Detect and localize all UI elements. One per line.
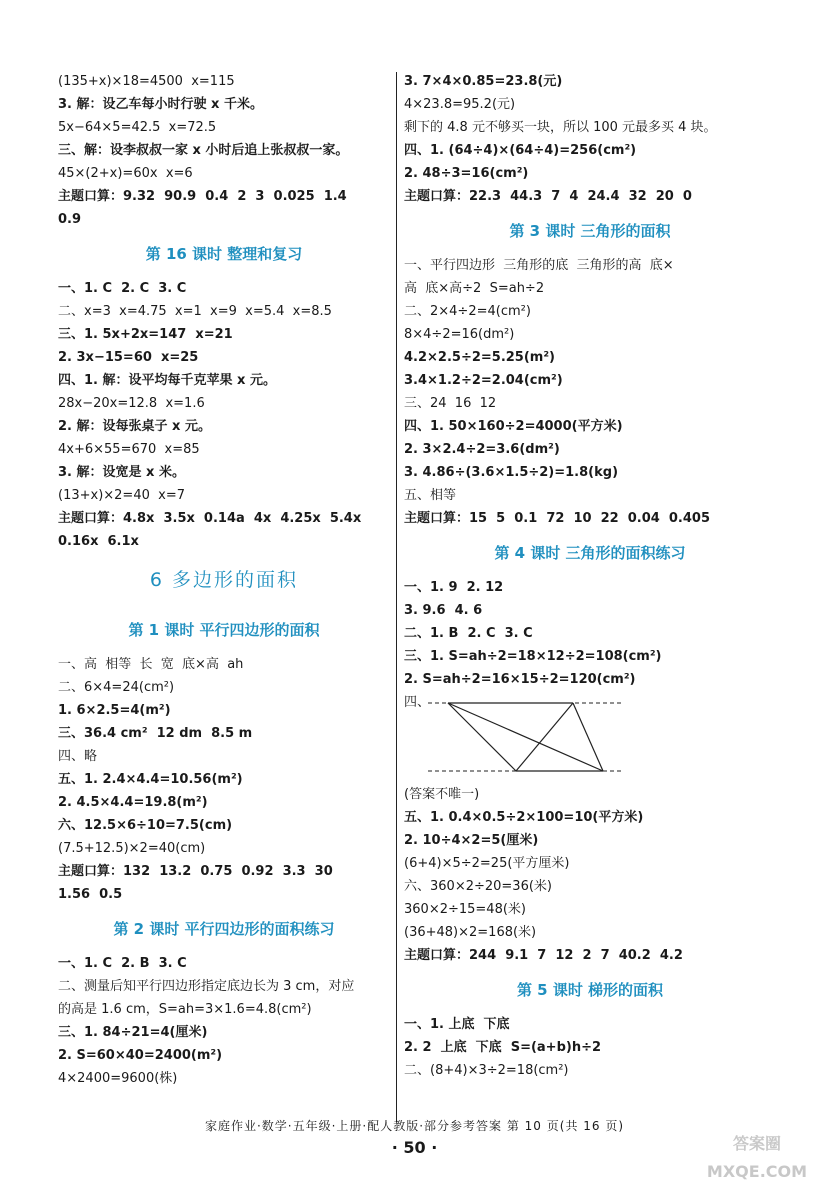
answer-line: 一、高 相等 长 宽 底×高 ah [58,657,244,672]
answer-line: 四、1. (64÷4)×(64÷4)=256(cm²) [404,143,637,158]
answer-line: 1.56 0.5 [58,887,123,902]
column-divider [396,72,397,1122]
lesson-title: 第 2 课时 平行四边形的面积练习 [113,920,335,938]
footer-text: 家庭作业·数学·五年级·上册·配人教版·部分参考答案 第 10 页(共 16 页) [204,1119,625,1133]
watermark-line: 答案圈 [732,1134,781,1153]
triangles-diagram [428,691,668,783]
left-column [58,70,390,1090]
answer-line: 四、1. 解：设平均每千克苹果 x 元。 [58,373,276,388]
answer-line: 三、1. 84÷21=4(厘米) [58,1025,208,1040]
lesson-title: 第 4 课时 三角形的面积练习 [494,544,686,562]
answer-line: 三、1. 5x+2x=147 x=21 [58,327,233,342]
answer-line: 一、1. 上底 下底 [404,1017,510,1032]
answer-block [58,952,390,1090]
answer-line: (7.5+12.5)×2=40(cm) [58,841,206,856]
answer-line: 2. 3×2.4÷2=3.6(dm²) [404,442,560,457]
answer-line: 三、36.4 cm² 12 dm 8.5 m [58,726,253,741]
answer-line: 28x−20x=12.8 x=1.6 [58,396,205,411]
answer-line: 高 底×高÷2 S=ah÷2 [404,281,545,296]
answer-line: 360×2÷15=48(米) [404,902,526,917]
answer-line: 0.16x 6.1x [58,534,139,549]
figure-label: 四、 [404,695,431,710]
answer-line: 1. 6×2.5=4(m²) [58,703,171,718]
answer-line: 2. 10÷4×2=5(厘米) [404,833,539,848]
watermark-logo [697,1130,817,1190]
answer-line: 一、1. C 2. B 3. C [58,956,187,971]
answer-line: 2. S=ah÷2=16×15÷2=120(cm²) [404,672,636,687]
lesson-title: 第 1 课时 平行四边形的面积 [128,621,320,639]
answer-line: 0.9 [58,212,82,227]
answer-line: 二、2×4÷2=4(cm²) [404,304,531,319]
answer-line: 4×2400=9600(株) [58,1071,178,1086]
answer-line: 五、相等 [404,488,457,503]
answer-line: 四、1. 50×160÷2=4000(平方米) [404,419,623,434]
answer-line: 六、12.5×6÷10=7.5(cm) [58,818,233,833]
answer-line: 二、x=3 x=4.75 x=1 x=9 x=5.4 x=8.5 [58,304,332,319]
answer-block [404,254,776,530]
triangle-edge [448,703,516,771]
answer-line: 五、1. 2.4×4.4=10.56(m²) [58,772,243,787]
answer-block [404,783,776,967]
answer-line: 3. 9.6 4. 6 [404,603,483,618]
page-number: · 50 · [391,1138,438,1157]
answer-line: 主题口算：132 13.2 0.75 0.92 3.3 30 [58,864,333,879]
lesson-title: 第 5 课时 梯形的面积 [516,981,664,999]
answer-line: 8×4÷2=16(dm²) [404,327,515,342]
answer-line: 主题口算：9.32 90.9 0.4 2 3 0.025 1.4 [58,189,347,204]
answer-line: 二、(8+4)×3÷2=18(cm²) [404,1063,569,1078]
answer-line: 主题口算：22.3 44.3 7 4 24.4 32 20 0 [404,189,692,204]
answer-line: 2. 3x−15=60 x=25 [58,350,199,365]
answer-line: 一、平行四边形 三角形的底 三角形的高 底× [404,258,674,273]
answer-line: 2. 4.5×4.4=19.8(m²) [58,795,208,810]
answer-line: (答案不唯一) [404,787,480,802]
answer-line: 2. 48÷3=16(cm²) [404,166,529,181]
lesson-title: 第 3 课时 三角形的面积 [509,222,671,240]
answer-line: 3. 7×4×0.85=23.8(元) [404,74,563,89]
answer-block [404,70,776,208]
answer-line: 主题口算：244 9.1 7 12 2 7 40.2 4.2 [404,948,683,963]
answer-line: 45×(2+x)=60x x=6 [58,166,193,181]
answer-line: 六、360×2÷20=36(米) [404,879,552,894]
answer-line: (13+x)×2=40 x=7 [58,488,185,503]
answer-line: 四、略 [58,749,98,764]
right-column [404,70,776,1082]
triangle-edge [573,703,603,771]
answer-block [58,653,390,906]
answer-line: 2. 解：设每张桌子 x 元。 [58,419,211,434]
answer-line: 剩下的 4.8 元不够买一块，所以 100 元最多买 4 块。 [404,120,717,135]
answer-line: 三、1. S=ah÷2=18×12÷2=108(cm²) [404,649,662,664]
watermark-line: MXQE.COM [706,1162,808,1181]
answer-line: 主题口算：4.8x 3.5x 0.14a 4x 4.25x 5.4x [58,511,362,526]
lesson-title: 第 16 课时 整理和复习 [145,245,303,263]
answer-line: 三、24 16 12 [404,396,497,411]
answer-line: (135+x)×18=4500 x=115 [58,74,235,89]
answer-line: 一、1. C 2. C 3. C [58,281,187,296]
answer-line: 3. 4.86÷(3.6×1.5÷2)=1.8(kg) [404,465,619,480]
answer-line: 2. S=60×40=2400(m²) [58,1048,223,1063]
answer-block [58,70,390,231]
answer-line: 二、测量后知平行四边形指定底边长为 3 cm，对应 [58,979,355,994]
answer-line: 二、6×4=24(cm²) [58,680,175,695]
triangle-edge [448,703,603,771]
answer-line: 2. 2 上底 下底 S=(a+b)h÷2 [404,1040,602,1055]
answer-line: 的高是 1.6 cm，S=ah=3×1.6=4.8(cm²) [58,1002,312,1017]
answer-line: 3. 解：设乙车每小时行驶 x 千米。 [58,97,263,112]
answer-line: 五、1. 0.4×0.5÷2×100=10(平方米) [404,810,644,825]
answer-block [404,576,776,691]
answer-block [404,1013,776,1082]
answer-line: 5x−64×5=42.5 x=72.5 [58,120,217,135]
answer-line: 三、解：设李叔叔一家 x 小时后追上张叔叔一家。 [58,143,349,158]
answer-line: 主题口算：15 5 0.1 72 10 22 0.04 0.405 [404,511,710,526]
answer-block [58,277,390,553]
answer-line: 3. 解：设宽是 x 米。 [58,465,185,480]
answer-line: (6+4)×5÷2=25(平方厘米) [404,856,570,871]
triangle-figure [404,691,776,783]
answer-line: 3.4×1.2÷2=2.04(cm²) [404,373,563,388]
answer-line: 4x+6×55=670 x=85 [58,442,200,457]
answer-line: 4.2×2.5÷2=5.25(m²) [404,350,555,365]
answer-line: 二、1. B 2. C 3. C [404,626,533,641]
answer-line: (36+48)×2=168(米) [404,925,537,940]
answer-line: 一、1. 9 2. 12 [404,580,504,595]
chapter-title: 6 多边形的面积 [149,569,299,591]
answer-line: 4×23.8=95.2(元) [404,97,516,112]
